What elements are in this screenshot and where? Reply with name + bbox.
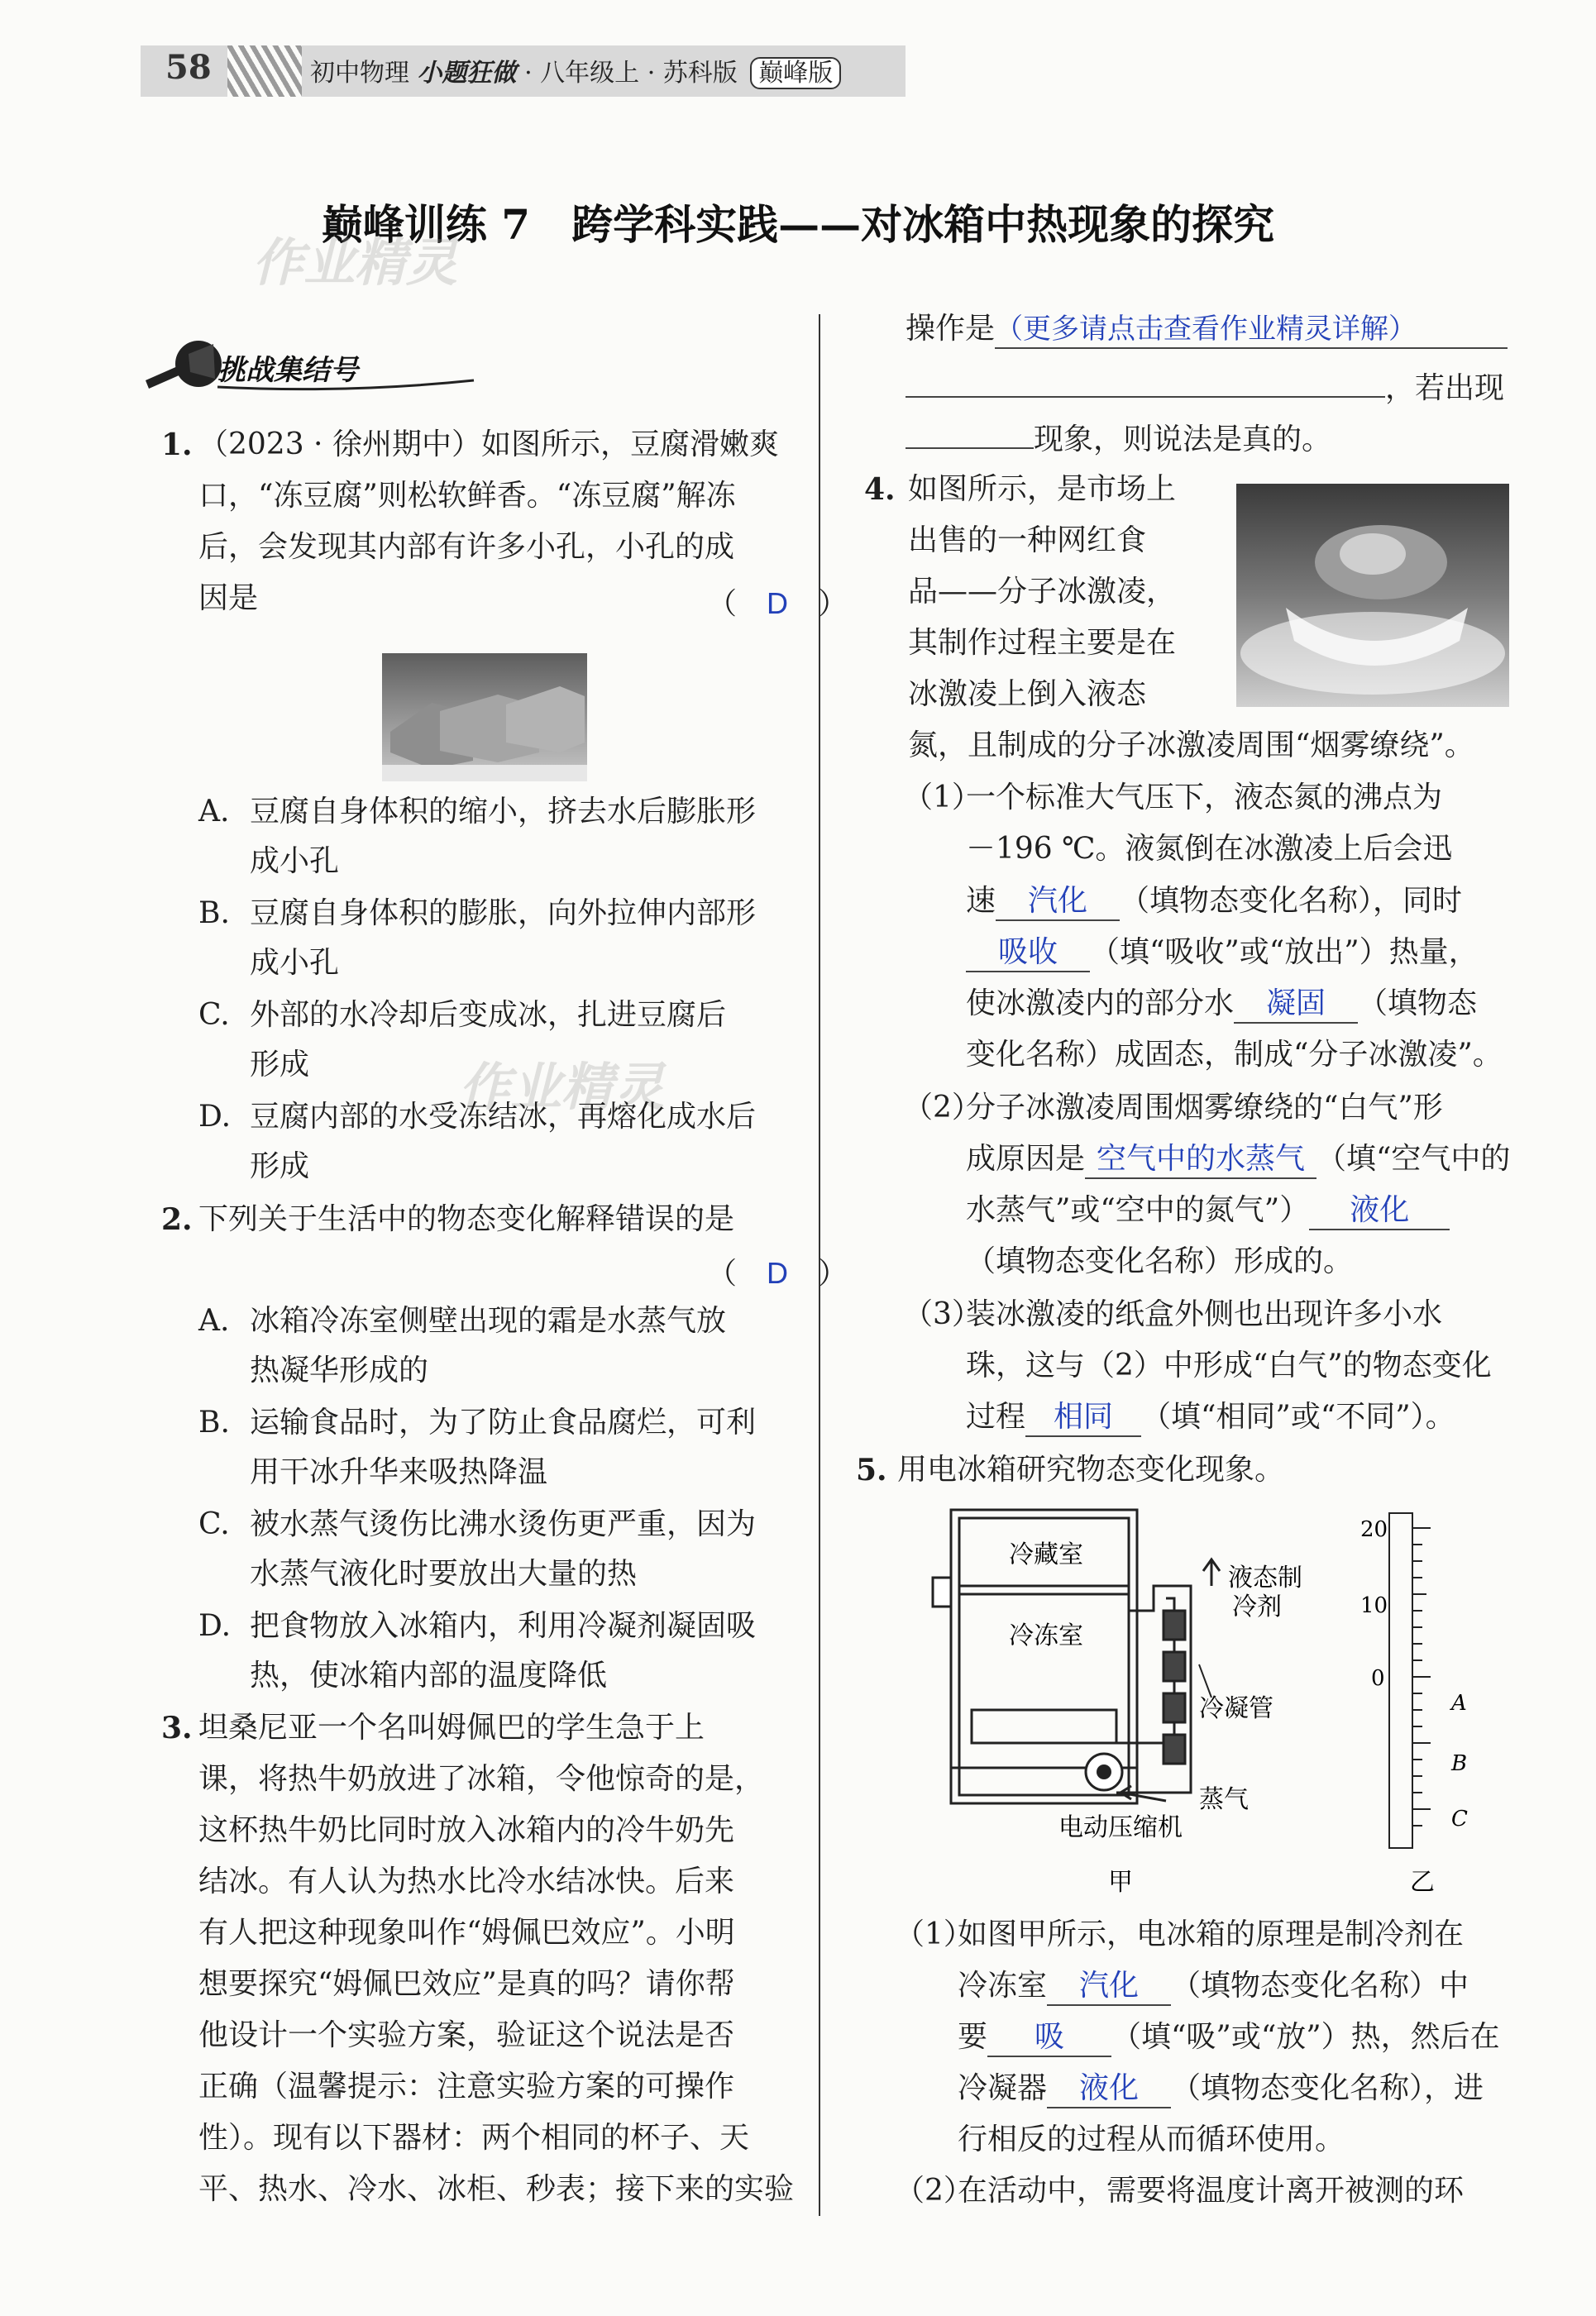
- q5-p1-line5: 行相反的过程从而循环使用。: [958, 2123, 1345, 2156]
- pointer-line: [1199, 1664, 1211, 1698]
- q4-p3-line3: [966, 1392, 1455, 1442]
- q3-number: 3.: [161, 1711, 193, 1745]
- q5-p1-text: （填物态变化名称），进: [1171, 2071, 1484, 2105]
- q3-cont-line1: [906, 304, 1508, 354]
- q4-p2-line4: （填物态变化名称）形成的。: [966, 1244, 1354, 1278]
- ice-cream-photo: [1236, 484, 1509, 707]
- header-book-info: 初中物理 小题狂做 · 八年级上 · 苏科版 巅峰版: [310, 52, 841, 88]
- q2-option-a: 冰箱冷冻室侧壁出现的霜是水蒸气放: [250, 1304, 727, 1338]
- q4-p2-blank-1: [1085, 1140, 1316, 1179]
- q1-option-a-letter: A.: [198, 795, 230, 829]
- q5-p1-line1: 如图甲所示，电冰箱的原理是制冷剂在: [958, 1917, 1465, 1951]
- q4-p1-text: 速: [966, 884, 996, 918]
- cold-storage-label: 冷藏室: [1009, 1540, 1083, 1569]
- q3-line: 结冰。有人认为热水比冷水结冰快。后来: [198, 1865, 735, 1898]
- q2-option-d: 把食物放入冰箱内，利用冷凝剂凝固吸: [250, 1609, 757, 1643]
- scale-tick-label: 0: [1371, 1666, 1385, 1691]
- q1-option-b-letter: B.: [198, 896, 230, 930]
- q1-option-a-cont: 成小孔: [250, 844, 340, 878]
- q3-line: 平、热水、冷水、冰柜、秒表；接下来的实验: [198, 2172, 795, 2206]
- q1-option-b-cont: 成小孔: [250, 946, 340, 980]
- q2-number: 2.: [161, 1202, 193, 1237]
- q2-option-d-letter: D.: [198, 1609, 232, 1643]
- compressor-label: 电动压缩机: [1058, 1813, 1183, 1842]
- q4-p3-blank-1: [1025, 1398, 1141, 1437]
- compressor: [1086, 1754, 1122, 1790]
- q4-last-line: 氮，且制成的分子冰激凌周围“烟雾缭绕”。: [908, 728, 1474, 762]
- q2-option-b: 运输食品时，为了防止食品腐烂，可利: [250, 1406, 757, 1440]
- header-stripes: [227, 45, 302, 97]
- tofu-photo: [382, 653, 587, 781]
- q4-line: 冰激凌上倒入液态: [908, 677, 1147, 711]
- section-badge-label: 挑战集结号: [217, 354, 358, 387]
- watermark: 作业精灵: [252, 232, 458, 293]
- q4-p3-line1: 装冰激凌的纸盒外侧也出现许多小水: [966, 1297, 1443, 1331]
- q3-answer-blank: [995, 311, 1508, 349]
- q5-p1-text: 冷凝器: [958, 2071, 1048, 2105]
- q1-option-c-letter: C.: [198, 998, 230, 1032]
- q4-p1-line6: 变化名称）成固态，制成“分子冰激凌”。: [966, 1038, 1503, 1072]
- q5-p1-line3: [958, 2013, 1500, 2062]
- q1-option-d-cont: 形成: [250, 1149, 310, 1183]
- fridge-diagram: [926, 1495, 1555, 1908]
- q3-line: 有人把这种现象叫作“姆佩巴效应”。小明: [198, 1916, 735, 1950]
- q4-p2-line2: [966, 1134, 1510, 1184]
- q4-p2-label: （2）: [903, 1091, 982, 1125]
- q3-cont-end: 现象，则说法是真的。: [1034, 423, 1332, 456]
- q4-p1-line5: [966, 979, 1477, 1029]
- q1-option-c-cont: 形成: [250, 1048, 310, 1082]
- q5-p1-text: 要: [958, 2020, 988, 2054]
- q3-line: 性）。现有以下器材：两个相同的杯子、天: [198, 2121, 750, 2155]
- q5-p1-text: 冷冻室: [958, 1969, 1048, 2003]
- q4-p2-answer-1: 空气中的水蒸气: [1097, 1141, 1306, 1175]
- q5-p1-answer-3: 液化: [1079, 2070, 1140, 2104]
- q1-line: 因是: [198, 581, 259, 615]
- q5-p1-text: （填物态变化名称）中: [1171, 1969, 1469, 2003]
- q5-p1-label: （1）: [895, 1917, 973, 1951]
- q4-line: 其制作过程主要是在: [908, 626, 1177, 660]
- series-name: 小题狂做: [417, 59, 517, 88]
- up-arrow-icon: [1203, 1559, 1220, 1586]
- q1-option-d: 豆腐内部的水受冻结冰，再熔化成水后: [250, 1100, 757, 1134]
- q3-cont-suffix: ，若出现: [1385, 371, 1505, 405]
- q3-line: 坦桑尼亚一个名叫姆佩巴的学生急于上: [198, 1711, 705, 1745]
- watermark: 作业精灵: [459, 1057, 665, 1117]
- q4-p1-label: （1）: [903, 781, 982, 814]
- q5-p2-label: （2）: [895, 2174, 973, 2208]
- q3-cont-line3: [906, 415, 1331, 465]
- q4-p2-blank-2: [1309, 1191, 1450, 1230]
- q5-p2-line1: 在活动中，需要将温度计离开被测的环: [958, 2174, 1465, 2208]
- page-number: 58: [165, 48, 212, 87]
- q4-p2-text: （填“空气中的: [1316, 1142, 1511, 1176]
- q2-option-d-cont: 热，使冰箱内部的温度降低: [250, 1659, 608, 1693]
- q5-number: 5.: [856, 1453, 887, 1487]
- q4-p1-answer-2: 吸收: [997, 934, 1058, 968]
- q3-cont-prefix: 操作是: [906, 312, 996, 346]
- q1-option-c: 外部的水冷却后变成冰，扎进豆腐后: [250, 998, 727, 1032]
- edition-badge: 巅峰版: [750, 57, 841, 89]
- q4-p1-text: （填物态变化名称），同时: [1120, 884, 1463, 918]
- vapor-label: 蒸气: [1199, 1785, 1249, 1814]
- q4-p3-line2: 珠，这与（2）中形成“白气”的物态变化: [966, 1349, 1492, 1382]
- q5-p1-blank-1: [1047, 1967, 1171, 2006]
- tofu-illustration: [382, 653, 587, 781]
- q4-p3-text: （填“相同”或“不同”）。: [1141, 1400, 1455, 1434]
- q5-p1-blank-3: [1047, 2070, 1171, 2108]
- q2-option-c-cont: 水蒸气液化时要放出大量的热: [250, 1557, 638, 1591]
- q5-p1-answer-1: 汽化: [1079, 1968, 1140, 2002]
- scale-mark-c: C: [1451, 1807, 1468, 1831]
- scale-tick-label: 10: [1360, 1593, 1388, 1618]
- q4-p1-answer-3: 凝固: [1266, 986, 1326, 1020]
- grade: 八年级上: [540, 59, 640, 88]
- q2-answer-bracket: （ D ）: [707, 1256, 848, 1291]
- q1-number: 1.: [161, 427, 193, 462]
- q2-option-a-letter: A.: [198, 1304, 230, 1338]
- q1-line: 后，会发现其内部有许多小孔，小孔的成: [198, 530, 735, 564]
- q4-p1-blank-1: [996, 882, 1120, 921]
- q2-option-c: 被水蒸气烫伤比沸水烫伤更严重，因为: [250, 1507, 757, 1541]
- q3-answer: （更多请点击查看作业精灵详解）: [995, 313, 1417, 345]
- figure-label-yi: 乙: [1410, 1868, 1435, 1897]
- publisher: 苏科版: [662, 59, 738, 88]
- q4-line: 品——分子冰激凌，: [908, 575, 1177, 609]
- freezer-label: 冷冻室: [1009, 1621, 1083, 1650]
- q4-p1-line3: [966, 876, 1462, 926]
- q5-p1-answer-2: 吸: [1035, 2019, 1065, 2053]
- ice-cream-illustration: [1236, 484, 1509, 707]
- q2-stem: 下列关于生活中的物态变化解释错误的是: [198, 1202, 735, 1236]
- q5-p1-line2: [958, 1961, 1469, 2011]
- q1-line: 口，“冻豆腐”则松软鲜香。“冻豆腐”解冻: [198, 479, 736, 513]
- refrigerant-label: 液态制: [1228, 1564, 1302, 1593]
- q4-p2-answer-2: 液化: [1350, 1192, 1410, 1226]
- scale-mark-a: A: [1451, 1691, 1467, 1716]
- q4-p2-line1: 分子冰激凌周围烟雾缭绕的“白气”形: [966, 1091, 1443, 1125]
- section-badge: [139, 329, 470, 404]
- q3-line: 正确（温馨提示：注意实验方案的可操作: [198, 2070, 735, 2104]
- q4-p2-text: 成原因是: [966, 1142, 1086, 1176]
- q4-p1-blank-3: [1234, 985, 1358, 1024]
- q2-option-b-letter: B.: [198, 1406, 230, 1440]
- q1-line: （2023 · 徐州期中）如图所示，豆腐滑嫩爽: [198, 427, 779, 461]
- q4-p3-answer-1: 相同: [1054, 1399, 1114, 1433]
- page-title: 巅峰训练 7 跨学科实践——对冰箱中热现象的探究: [321, 200, 1275, 249]
- q3-line: 这杯热牛奶比同时放入冰箱内的冷牛奶先: [198, 1813, 735, 1847]
- q3-blank-3: [906, 447, 1034, 449]
- q3-blank-2: [906, 396, 1385, 398]
- q3-line: 想要探究“姆佩巴效应”是真的吗？请你帮: [198, 1967, 735, 2001]
- q4-number: 4.: [864, 472, 896, 507]
- q1-answer-bracket: （ D ）: [707, 586, 848, 621]
- q2-answer: D: [767, 1256, 789, 1290]
- condenser-label: 冷凝管: [1199, 1694, 1273, 1723]
- scale-mark-b: B: [1451, 1751, 1468, 1776]
- scale-tick-label: 20: [1360, 1517, 1388, 1542]
- q4-p1-blank-2: [966, 934, 1090, 972]
- figure-label-jia: 甲: [1108, 1868, 1133, 1897]
- q1-option-a: 豆腐自身体积的缩小，挤去水后膨胀形: [250, 795, 757, 829]
- q2-option-c-letter: C.: [198, 1507, 230, 1541]
- q4-p3-text: 过程: [966, 1400, 1026, 1434]
- thermometer-scale: [1389, 1513, 1431, 1848]
- q1-option-b: 豆腐自身体积的膨胀，向外拉伸内部形: [250, 896, 757, 930]
- q4-p2-line3: [966, 1186, 1450, 1235]
- q4-p1-line4: [966, 928, 1479, 977]
- q4-p1-text: 使冰激凌内的部分水: [966, 986, 1235, 1020]
- q5-p1-text: （填“吸”或“放”）热，然后在: [1111, 2020, 1500, 2054]
- book-name: 初中物理: [310, 59, 409, 88]
- q5-p1-line4: [958, 2064, 1484, 2113]
- q4-p3-label: （3）: [903, 1297, 982, 1331]
- q3-line: 课，将热牛奶放进了冰箱，令他惊奇的是，: [198, 1762, 765, 1796]
- q5-p1-blank-2: [987, 2018, 1111, 2057]
- q4-p1-text: （填“吸收”或“放出”）热量，: [1090, 935, 1479, 969]
- q4-p1-answer-1: 汽化: [1028, 883, 1088, 917]
- q5-stem: 用电冰箱研究物态变化现象。: [897, 1453, 1285, 1487]
- q4-line: 出售的一种网红食: [908, 523, 1147, 557]
- q3-line: 他设计一个实验方案，验证这个说法是否: [198, 2018, 735, 2052]
- refrigerant-label: 冷剂: [1232, 1593, 1282, 1621]
- q4-line: 如图所示，是市场上: [908, 472, 1177, 506]
- q4-p1-line2: －196 ℃。液氮倒在冰激凌上后会迅: [966, 832, 1453, 866]
- q1-option-d-letter: D.: [198, 1100, 232, 1134]
- q3-cont-line2: [906, 364, 1504, 413]
- q2-option-b-cont: 用干冰升华来吸热降温: [250, 1455, 548, 1489]
- q1-answer: D: [767, 586, 789, 620]
- q4-p1-line1: 一个标准大气压下，液态氮的沸点为: [966, 781, 1443, 814]
- q4-p2-text: 水蒸气”或“空中的氮气”）: [966, 1193, 1310, 1227]
- q2-option-a-cont: 热凝华形成的: [250, 1354, 429, 1387]
- q4-p1-text: （填物态: [1358, 986, 1478, 1020]
